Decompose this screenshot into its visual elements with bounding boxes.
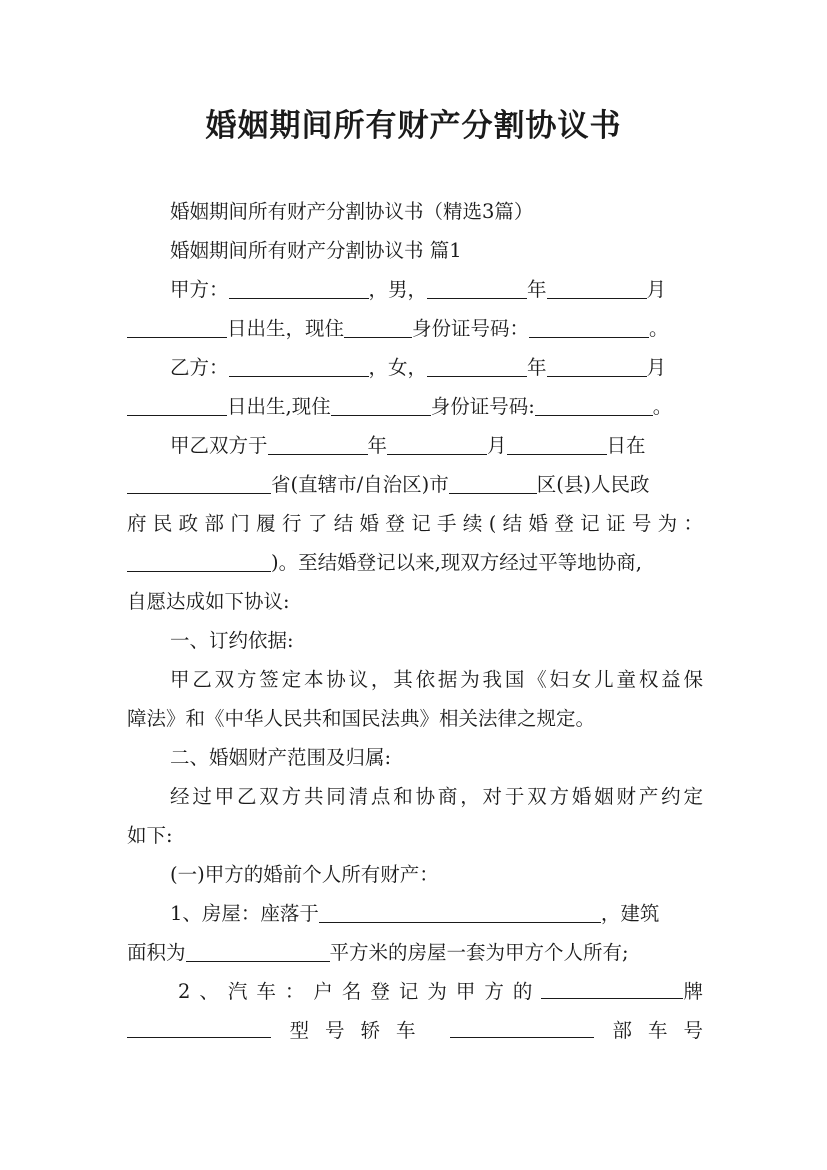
name-a-blank (229, 278, 369, 299)
province-text: 省(直辖市/自治区)市 (271, 473, 449, 496)
house-line-2 (127, 939, 703, 967)
reg-month-blank (387, 434, 487, 455)
party-b-line-2 (127, 393, 703, 421)
party-b-line-1 (170, 354, 703, 382)
day-b-blank (127, 395, 227, 416)
month-b-blank (547, 356, 647, 377)
agree2-line-2: 如下: (127, 824, 173, 847)
registration-line-4 (127, 549, 703, 577)
car-brand: 牌 (683, 980, 703, 1003)
area-blank (186, 941, 330, 962)
car-owner-blank (541, 978, 683, 999)
since-text: )。至结婚登记以来,现双方经过平等地协商, (271, 551, 643, 574)
province-blank (127, 473, 271, 494)
id-b-blank (535, 395, 653, 416)
registration-line-3: 府民政部门履行了结婚登记手续(结婚登记证号为： (127, 512, 703, 535)
article-heading: 婚姻期间所有财产分割协议书 篇1 (170, 239, 462, 262)
month-a-label: 月 (646, 278, 667, 301)
section-2-heading: 二、婚姻财产范围及归属: (170, 746, 392, 769)
area-prefix: 面积为 (127, 941, 186, 964)
party-b-label: 乙方： (170, 356, 229, 379)
party-a-line-2 (127, 315, 703, 343)
subtitle-line: 婚姻期间所有财产分割协议书（精选3篇） (170, 200, 534, 223)
reg-day-blank (507, 434, 607, 455)
house-prefix: 1、房屋：座落于 (170, 902, 319, 925)
car-model-text: 型号轿车 (289, 1019, 432, 1042)
both-prefix: 甲乙双方于 (170, 434, 268, 457)
id-b-label: 身份证号码: (430, 395, 535, 418)
year-a-blank (427, 278, 527, 299)
certificate-blank (127, 551, 271, 572)
reg-year-blank (268, 434, 368, 455)
agree2-line-1: 经过甲乙双方共同清点和协商，对于双方婚姻财产约定 (170, 785, 703, 808)
area-suffix: 平方米的房屋一套为甲方个人所有; (329, 941, 629, 964)
house-location-blank (319, 902, 601, 923)
district-text: 区(县)人民政 (536, 473, 650, 496)
car-brand-blank (127, 1017, 271, 1038)
address-a-blank (344, 317, 412, 338)
gender-b-text: ，女， (368, 356, 428, 379)
registration-line-2 (127, 471, 703, 499)
car-line-2 (127, 1017, 719, 1045)
reg-year-label: 年 (367, 434, 388, 457)
car-model-blank (450, 1017, 594, 1038)
gender-a-text: ，男， (368, 278, 428, 301)
id-a-blank (529, 317, 649, 338)
address-b-blank (331, 395, 431, 416)
born-a-text: 日出生，现住 (227, 317, 345, 340)
car-prefix: 2、汽车：户名登记为甲方的 (178, 980, 542, 1003)
car-number-text: 部车号 (612, 1019, 719, 1042)
day-at-text: 日在 (606, 434, 646, 457)
year-a-label: 年 (527, 278, 547, 301)
basis-line-1: 甲乙双方签定本协议，其依据为我国《妇女儿童权益保 (170, 668, 703, 691)
section-1-heading: 一、订约依据: (170, 629, 294, 652)
id-a-label: 身份证号码： (412, 317, 530, 340)
name-b-blank (229, 356, 369, 377)
party-a-line-1 (170, 276, 703, 304)
district-blank (449, 473, 537, 494)
month-b-label: 月 (646, 356, 667, 379)
period-b: 。 (652, 395, 673, 418)
year-b-label: 年 (527, 356, 547, 379)
basis-line-2: 障法》和《中华人民共和国民法典》相关法律之规定。 (127, 707, 596, 730)
year-b-blank (427, 356, 527, 377)
house-suffix: ，建筑 (600, 902, 660, 925)
subsection-1-heading: (一)甲方的婚前个人所有财产： (170, 863, 439, 886)
house-line-1 (170, 900, 703, 928)
day-a-blank (127, 317, 227, 338)
party-a-label: 甲方： (170, 278, 229, 301)
registration-line-1 (170, 432, 703, 460)
agree-line: 自愿达成如下协议: (127, 590, 290, 613)
month-a-blank (547, 278, 647, 299)
born-b-text: 日出生,现住 (227, 395, 331, 418)
period-a: 。 (649, 317, 669, 340)
reg-month-label: 月 (487, 434, 507, 457)
document-title: 婚姻期间所有财产分割协议书 (205, 108, 622, 144)
car-line-1 (178, 978, 703, 1006)
